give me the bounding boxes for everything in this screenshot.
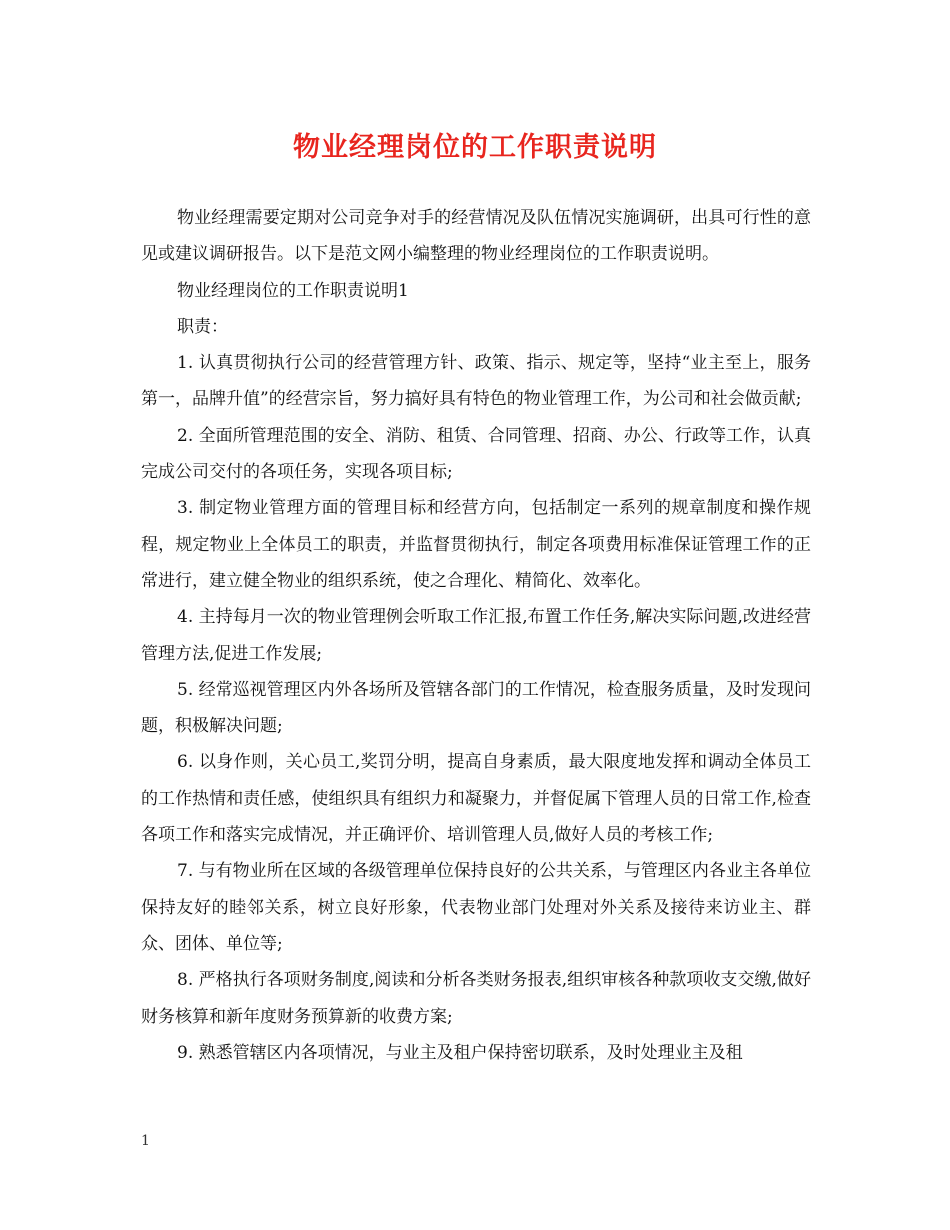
duty-item-9: 9. 熟悉管辖区内各项情况，与业主及租户保持密切联系，及时处理业主及租 — [177, 1042, 743, 1063]
duty-item-1: 1. 认真贯彻执行公司的经营管理方针、政策、指示、规定等，坚持“业主至上，服务第一，品牌升值”的经营宗旨，努力搞好具有特色的物业管理工作，为公司和社会做贡献; — [141, 353, 811, 410]
duty-item-3: 3. 制定物业管理方面的管理目标和经营方向，包括制定一系列的规章制度和操作规程，规定物业上全体员工的职责，并监督贯彻执行，制定各项费用标准保证管理工作的正常进行，建立健全物业的组织系统，使之合理化、精简化、效率化。 — [141, 498, 811, 591]
section-heading: 物业经理岗位的工作职责说明1 — [177, 280, 409, 301]
intro-paragraph: 物业经理需要定期对公司竞争对手的经营情况及队伍情况实施调研，出具可行性的意见或建议调研报告。以下是范文网小编整理的物业经理岗位的工作职责说明。 — [141, 208, 811, 265]
duty-item-5: 5. 经常巡视管理区内外各场所及管辖各部门的工作情况，检查服务质量，及时发现问题，积极解决问题; — [141, 679, 811, 737]
duty-item-8: 8. 严格执行各项财务制度,阅读和分析各类财务报表,组织审核各种款项收支交缴,做好财务核算和新年度财务预算新的收费方案; — [141, 970, 811, 1027]
page-number: 1 — [141, 1133, 150, 1149]
duty-item-2: 2. 全面所管理范围的安全、消防、租赁、合同管理、招商、办公、行政等工作，认真完成公司交付的各项任务，实现各项目标; — [141, 425, 811, 483]
duty-item-4: 4. 主持每月一次的物业管理例会听取工作汇报,布置工作任务,解决实际问题,改进经营管理方法,促进工作发展; — [141, 607, 811, 664]
duties-label: 职责： — [177, 316, 228, 337]
duty-item-6: 6. 以身作则，关心员工,奖罚分明，提高自身素质，最大限度地发挥和调动全体员工的工作热情和责任感，使组织具有组织力和凝聚力，并督促属下管理人员的日常工作,检查各项工作和落实完成情况，并正确评价、培训管理人员,做好人员的考核工作; — [141, 752, 811, 846]
duty-item-7: 7. 与有物业所在区域的各级管理单位保持良好的公共关系，与管理区内各业主各单位保持友好的睦邻关系，树立良好形象，代表物业部门处理对外关系及接待来访业主、群众、团体、单位等; — [141, 861, 811, 954]
document-title: 物业经理岗位的工作职责说明 — [293, 132, 657, 163]
document-body — [141, 200, 811, 1071]
